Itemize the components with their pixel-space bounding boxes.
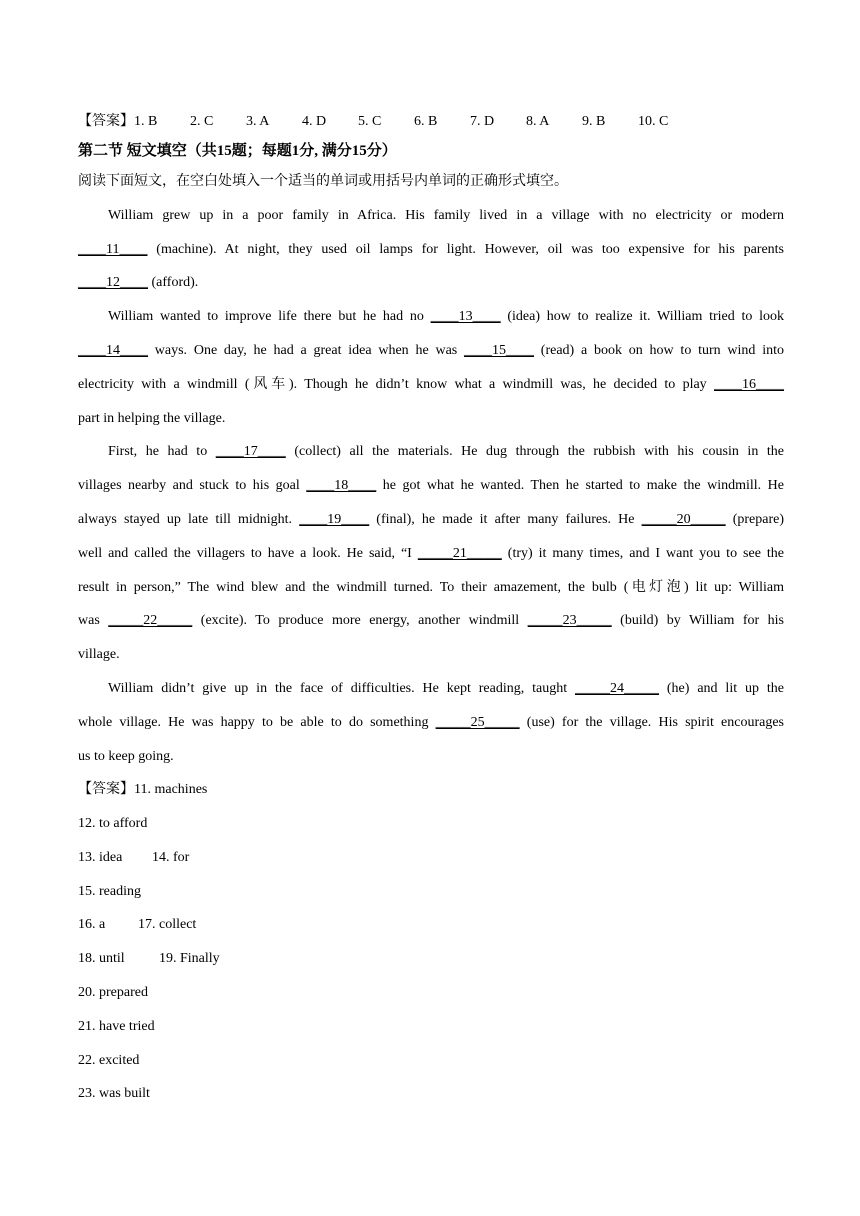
fill-answer: 16. a (78, 917, 106, 932)
passage-text: well and called the villagers to have a look. He said, “I (78, 546, 418, 561)
passage-text: (excite). To produce more energy, another windmill (192, 613, 528, 628)
passage-text: (collect) all the materials. He dug through the rubbish with his cousin in the (285, 444, 784, 459)
blank-17[interactable]: ____17____ (215, 444, 286, 459)
mc-answer-row (78, 112, 668, 132)
passage-text: electricity with a windmill (风车). Though he didn’t know what a windmill was, he decided to play (78, 377, 714, 392)
passage-line (78, 713, 784, 733)
passage-line: part in helping the village. (78, 411, 226, 426)
passage-line (78, 544, 784, 564)
mc-answer: 7. D (470, 114, 495, 129)
fill-answer-row (78, 780, 207, 800)
blank-11[interactable]: ____11____ (78, 242, 148, 257)
blank-16[interactable]: ____16____ (714, 377, 784, 392)
passage-text: (build) by William for his (611, 613, 784, 628)
passage-text: First, he had to (108, 444, 216, 459)
fill-answer-row (78, 1084, 150, 1104)
passage-line: us to keep going. (78, 749, 174, 764)
passage-line (78, 341, 784, 361)
passage-text: (read) a book on how to turn wind into (534, 343, 784, 358)
mc-answer: 1. B (134, 114, 158, 129)
fill-answer: 22. excited (78, 1053, 140, 1068)
mc-answer: 5. C (358, 114, 382, 129)
passage-line (108, 442, 784, 462)
fill-answer-row (78, 1051, 139, 1071)
passage-line (78, 510, 784, 530)
fill-answer: 17. collect (138, 917, 197, 932)
fill-answer-row (78, 848, 189, 868)
fill-answer: 23. was built (78, 1086, 150, 1101)
blank-13[interactable]: ____13____ (430, 309, 501, 324)
passage-text: always stayed up late till midnight. (78, 512, 300, 527)
passage-text: (machine). At night, they used oil lamps for light. However, oil was too expensive for his parents (147, 242, 784, 257)
passage-text: (idea) how to realize it. William tried to look (500, 309, 785, 324)
passage-text: ways. One day, he had a great idea when he was (148, 343, 465, 358)
mc-answer: 9. B (582, 114, 606, 129)
section-instruction: 阅读下面短文，在空白处填入一个适当的单词或用括号内单词的正确形式填空。 (78, 174, 568, 189)
passage-text: he got what he wanted. Then he started to make the windmill. He (376, 478, 785, 493)
fill-answer-row (78, 882, 141, 902)
fill-answer: 15. reading (78, 884, 141, 899)
passage-text: villages nearby and stuck to his goal (78, 478, 307, 493)
passage-line (78, 273, 198, 293)
passage-line (78, 375, 784, 395)
section-heading: 第二节 短文填空（共15题；每题1分, 满分15分） (78, 143, 397, 159)
blank-19[interactable]: ____19____ (299, 512, 370, 527)
mc-answer: 10. C (638, 114, 669, 129)
passage-text: (final), he made it after many failures. He (369, 512, 642, 527)
passage-line (78, 476, 784, 496)
passage-text: (try) it many times, and I want you to see the (501, 546, 784, 561)
blank-23[interactable]: _____23_____ (527, 613, 612, 628)
blank-12[interactable]: ____12____ (78, 275, 148, 290)
passage-line (78, 611, 784, 631)
passage-line: result in person,” The wind blew and the windmill turned. To their amazement, the bulb (电灯泡) lit up: William (78, 580, 784, 595)
mc-answer: 8. A (526, 114, 550, 129)
fill-answer: 18. until (78, 951, 125, 966)
fill-answer-row (78, 814, 147, 834)
fill-answer-row (78, 949, 220, 969)
fill-answer: 14. for (152, 850, 190, 865)
fill-answer-row (78, 983, 148, 1003)
passage-text: (he) and lit up the (659, 681, 784, 696)
blank-20[interactable]: _____20_____ (641, 512, 726, 527)
mc-answer: 3. A (246, 114, 270, 129)
blank-14[interactable]: ____14____ (78, 343, 148, 358)
answer-label: 【答案】 (78, 114, 134, 129)
passage-text: William didn’t give up in the face of difficulties. He kept reading, taught (108, 681, 575, 696)
passage-line (108, 679, 784, 699)
passage-text: whole village. He was happy to be able to do something (78, 715, 436, 730)
mc-answer: 6. B (414, 114, 438, 129)
blank-18[interactable]: ____18____ (306, 478, 377, 493)
fill-answer: 20. prepared (78, 985, 148, 1000)
blank-24[interactable]: _____24_____ (575, 681, 659, 696)
passage-text: (prepare) (725, 512, 785, 527)
fill-answer-row (78, 1017, 155, 1037)
fill-answer: 13. idea (78, 850, 123, 865)
mc-answer: 2. C (190, 114, 214, 129)
passage-text: (afford). (148, 275, 199, 290)
blank-21[interactable]: _____21_____ (417, 546, 502, 561)
mc-answer: 4. D (302, 114, 327, 129)
passage-line: William grew up in a poor family in Africa. His family lived in a village with no electricity or modern (108, 208, 784, 223)
passage-text: William wanted to improve life there but he had no (108, 309, 431, 324)
fill-answer: 11. machines (134, 782, 208, 797)
fill-answer: 12. to afford (78, 816, 148, 831)
fill-answer: 19. Finally (159, 951, 220, 966)
fill-answer-row (78, 915, 196, 935)
blank-15[interactable]: ____15____ (464, 343, 535, 358)
passage-text: was (78, 613, 109, 628)
passage-line (108, 307, 784, 327)
fill-answer: 21. have tried (78, 1019, 155, 1034)
passage-line (78, 240, 784, 260)
blank-22[interactable]: _____22_____ (108, 613, 193, 628)
passage-text: (use) for the village. His spirit encourages (519, 715, 784, 730)
passage-line: village. (78, 647, 120, 662)
answer-label: 【答案】 (78, 782, 134, 797)
blank-25[interactable]: _____25_____ (435, 715, 520, 730)
